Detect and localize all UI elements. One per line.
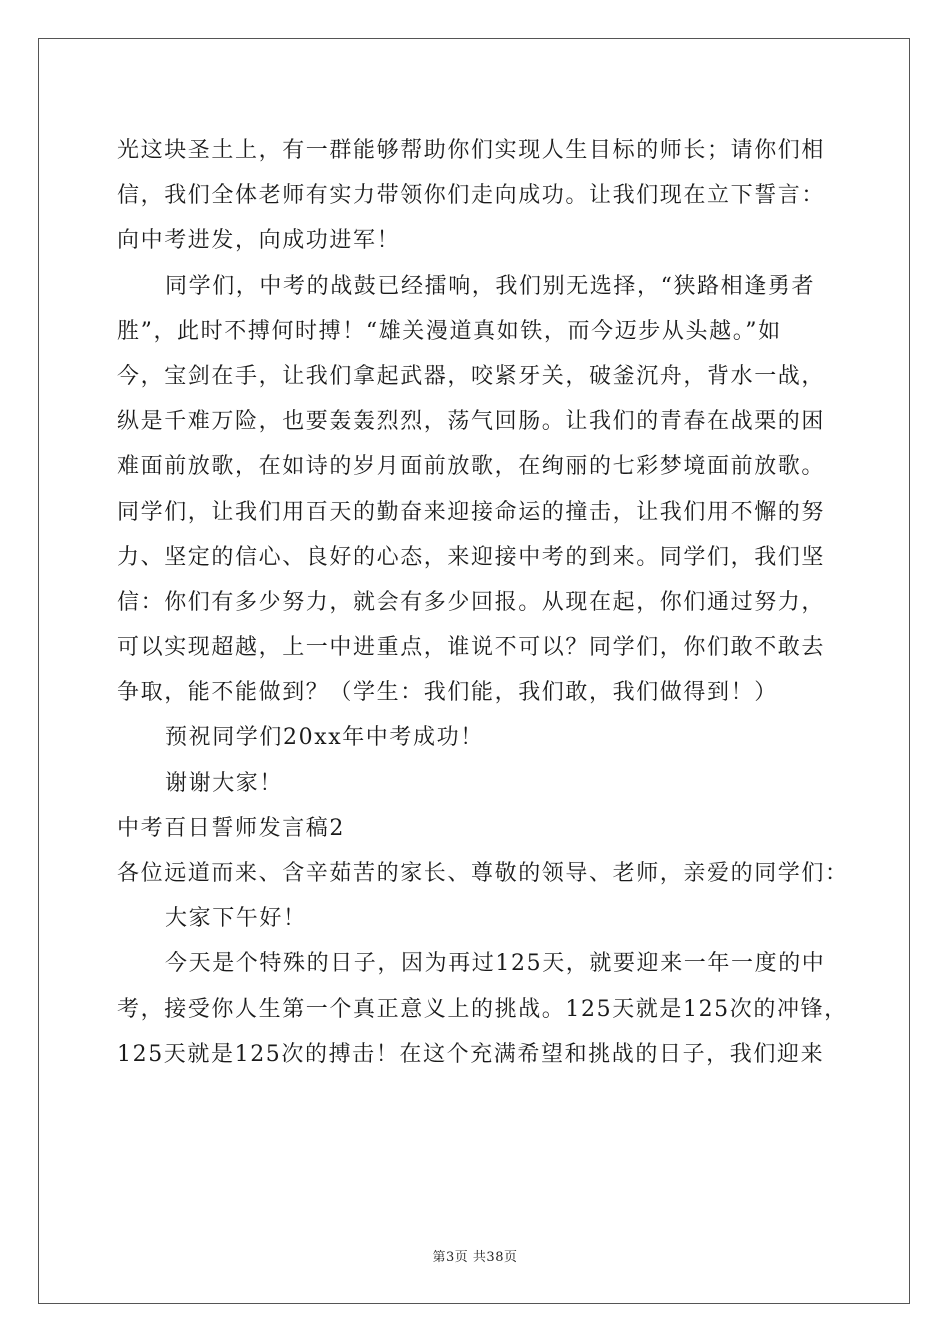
text-line: 光这块圣土上，有一群能够帮助你们实现人生目标的师长；请你们相 (117, 138, 826, 163)
text-line: 信，我们全体老师有实力带领你们走向成功。让我们现在立下誓言： (117, 183, 826, 209)
text-line: 纵是千难万险，也要轰轰烈烈，荡气回肠。让我们的青春在战栗的困 (117, 409, 826, 435)
text-line: 可以实现超越，上一中进重点，谁说不可以？同学们，你们敢不敢去 (117, 635, 826, 661)
text-line: 考，接受你人生第一个真正意义上的挑战。125天就是125次的冲锋， (117, 996, 848, 1022)
text-line: 胜”，此时不搏何时搏！“雄关漫道真如铁，而今迈步从头越。”如 (117, 318, 782, 344)
text-line: 125天就是125次的搏击！在这个充满希望和挑战的日子，我们迎来 (117, 1041, 825, 1067)
document-body (117, 128, 849, 1077)
greeting: 大家下午好！ (165, 906, 307, 932)
text-line: 争取，能不能做到？（学生：我们能，我们敢，我们做得到！） (117, 680, 778, 706)
page-number-footer: 第3页 共38页 (432, 1250, 518, 1265)
paragraph-start: 预祝同学们20xx年中考成功！ (165, 725, 484, 751)
paragraph-start: 同学们，中考的战鼓已经擂响，我们别无选择，“狭路相逢勇者 (165, 273, 816, 299)
text-line: 力、坚定的信心、良好的心态，来迎接中考的到来。同学们，我们坚 (117, 544, 826, 570)
text-line: 难面前放歌，在如诗的岁月面前放歌，在绚丽的七彩梦境面前放歌。 (117, 454, 826, 480)
paragraph-start: 今天是个特殊的日子，因为再过125天，就要迎来一年一度的中 (165, 951, 826, 977)
text-line: 信：你们有多少努力，就会有多少回报。从现在起，你们通过努力， (117, 589, 826, 615)
text-line: 向中考进发，向成功进军！ (117, 228, 401, 254)
text-line: 同学们，让我们用百天的勤奋来迎接命运的撞击，让我们用不懈的努 (117, 499, 826, 525)
section-title: 中考百日誓师发言稿2 (117, 815, 345, 841)
salutation: 各位远道而来、含辛茹苦的家长、尊敬的领导、老师，亲爱的同学们： (117, 861, 849, 886)
paragraph-start: 谢谢大家！ (165, 770, 284, 796)
text-line: 今，宝剑在手，让我们拿起武器，咬紧牙关，破釜沉舟，背水一战， (117, 363, 826, 389)
